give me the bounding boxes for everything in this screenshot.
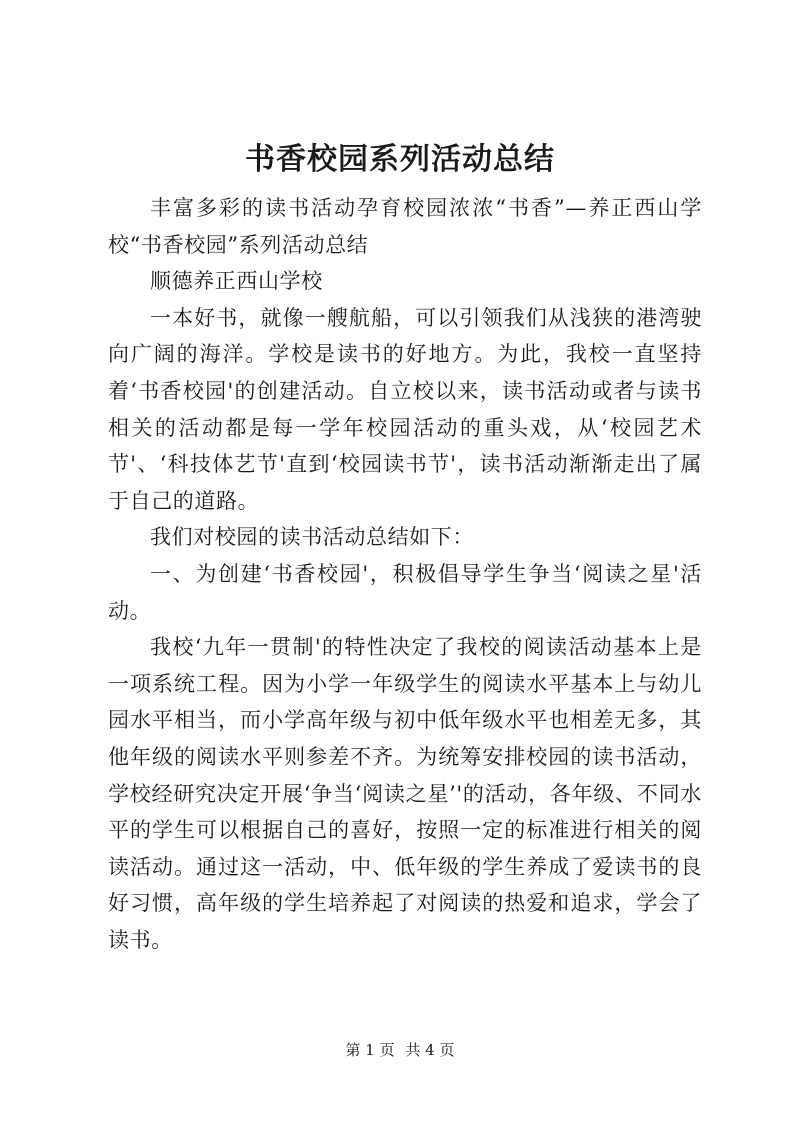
document-body [108, 190, 702, 958]
page-number: 第 1 页 [345, 1041, 395, 1059]
section-body-paragraph: 我校‘九年一贯制'的特性决定了我校的阅读活动基本上是一项系统工程。因为小学一年级学生的阅读水平基本上与幼儿园水平相当，而小学高年级与初中低年级水平也相差无多，其他年级的阅读水平则参差不齐。为统筹安排校园的读书活动，学校经研究决定开展‘争当‘阅读之星’'的活动，各年级、不同水平的学生可以根据自己的喜好，按照一定的标准进行相关的阅读活动。通过这一活动，中、低年级的学生养成了爱读书的良好习惯，高年级的学生培养起了对阅读的热爱和追求，学会了读书。 [108, 635, 702, 952]
document-title: 书香校园系列活动总结 [245, 142, 555, 177]
page-total: 共 4 页 [405, 1041, 455, 1059]
summary-lead-paragraph: 我们对校园的读书活动总结如下： [150, 525, 474, 550]
intro-paragraph: 一本好书，就像一艘航船，可以引领我们从浅狭的港湾驶向广阔的海洋。学校是读书的好地方。为此，我校一直坚持着‘书香校园'的创建活动。自立校以来，读书活动或者与读书相关的活动都是每一学年校园活动的重头戏，从‘校园艺术节'、‘科技体艺节'直到‘校园读书节'，读书活动渐渐走出了属于自己的道路。 [108, 305, 702, 513]
section-heading-paragraph: 一、为创建‘书香校园'，积极倡导学生争当‘阅读之星'活动。 [108, 561, 702, 623]
page-footer [0, 1040, 800, 1060]
subtitle-paragraph: 丰富多彩的读书活动孕育校园浓浓“书香”—养正西山学校“书香校园”系列活动总结 [108, 196, 702, 257]
school-name-paragraph: 顺德养正西山学校 [150, 269, 323, 294]
